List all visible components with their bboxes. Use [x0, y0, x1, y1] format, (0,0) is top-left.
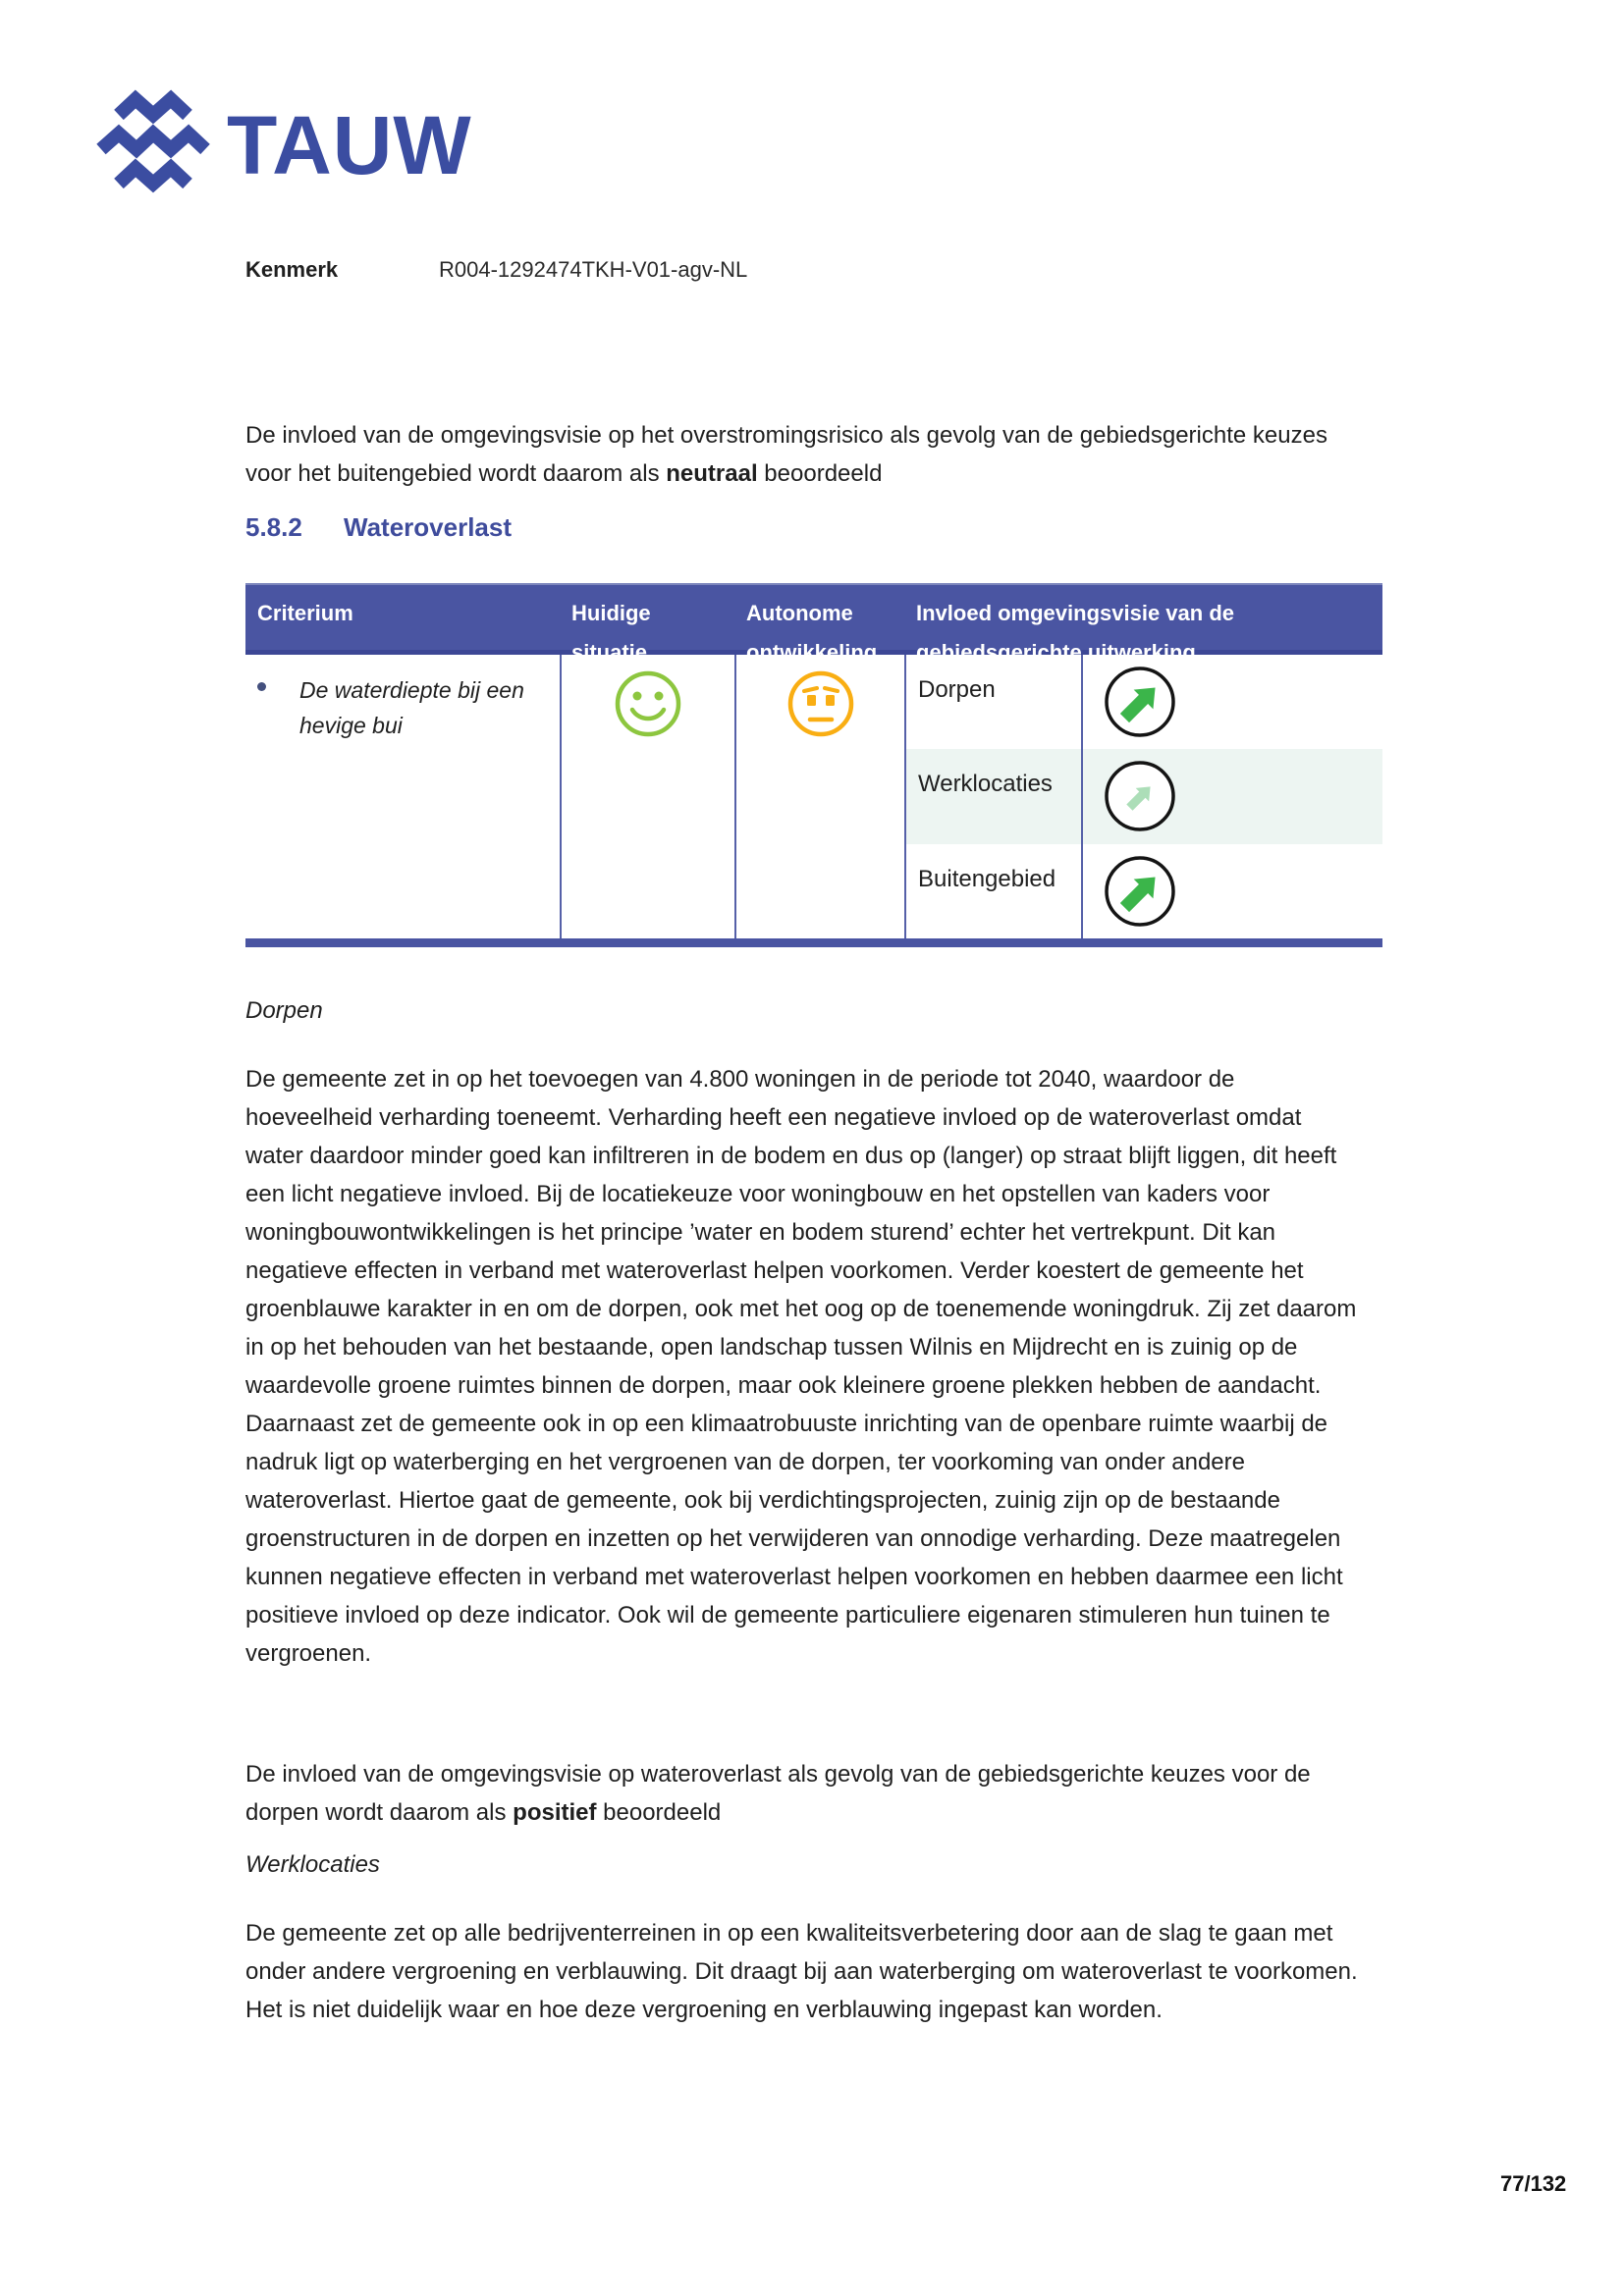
conclusion-text-post: beoordeeld: [596, 1799, 722, 1826]
table-bottom-border: [245, 938, 1382, 947]
kenmerk-label: Kenmerk: [245, 257, 339, 282]
brand-wordmark: TAUW: [227, 99, 472, 191]
intro-text-post: beoordeeld: [757, 460, 883, 487]
section-title: Wateroverlast: [344, 512, 512, 542]
header-invloed-omgevingsvisie: Invloed omgevingsvisie van de gebiedsgerichte uitwerking: [916, 601, 1234, 665]
kenmerk-value: R004-1292474TKH-V01-agv-NL: [439, 257, 748, 282]
werklocaties-heading: Werklocaties: [245, 1851, 380, 1878]
dorpen-heading: Dorpen: [245, 997, 323, 1024]
neutral-smiley-icon: [785, 668, 856, 938]
intro-text-pre: De invloed van de omgevingsvisie op het overstromingsrisico als gevolg van de gebiedsgerichte keuzes voor het buitengebied wordt daarom als: [245, 422, 1327, 487]
intro-paragraph: [245, 416, 1360, 493]
intro-text-bold: neutraal: [666, 460, 758, 487]
criterium-cell: [245, 655, 560, 938]
table-row-werklocaties: [906, 749, 1382, 843]
table-row-dorpen: [906, 655, 1382, 749]
header-criterium: Criterium: [257, 601, 353, 625]
section-number: 5.8.2: [245, 512, 302, 542]
tauw-logo: [93, 86, 472, 201]
trend-up-arrow-icon: [1081, 655, 1382, 749]
area-label: Dorpen: [918, 676, 996, 703]
area-label: Buitengebied: [918, 865, 1056, 892]
tauw-wave-icon: [93, 86, 213, 201]
header-autonome-ontwikkeling: Autonome ontwikkeling: [746, 601, 878, 665]
kenmerk-row: [245, 257, 747, 283]
table-row-buitengebied: [906, 844, 1382, 938]
table-header-row: [245, 583, 1382, 665]
evaluation-table: [245, 583, 1382, 947]
happy-smiley-icon: [613, 668, 683, 938]
table-body: [245, 655, 1382, 938]
invloed-cell: [904, 655, 1382, 938]
autonome-ontwikkeling-cell: [734, 655, 904, 938]
conclusion-text-bold: positief: [513, 1799, 597, 1826]
bullet-icon: [257, 682, 266, 691]
area-label: Werklocaties: [918, 771, 1053, 798]
dorpen-paragraph: De gemeente zet in op het toevoegen van 4.800 woningen in de periode tot 2040, waardoor de hoeveelheid verharding toeneemt. Verharding heeft een negatieve invloed op de wateroverlast omdat water daardoor minder goed kan infiltreren in de bodem en dus op (langer) op straat blijft liggen, dit heeft een licht negatieve invloed. Bij de locatiekeuze voor woningbouw en het opstellen van kaders voor woningbouwontwikkelingen is het principe ’water en bodem sturend’ echter het vertrekpunt. Dit kan negatieve effecten in verband met wateroverlast helpen voorkomen. Verder koestert de gemeente het groenblauwe karakter in en om de dorpen, ook met het oog op de toenemende woningdruk. Zij zet daarom in op het behouden van het bestaande, open landschap tussen Wilnis en Mijdrecht en is zuinig op de waardevolle groene ruimtes binnen de dorpen, maar ook kleinere groene plekken hebben de aandacht. Daarnaast zet de gemeente ook in op een klimaatrobuuste inrichting van de openbare ruimte waarbij de nadruk ligt op waterberging en het vergroenen van de dorpen, ter voorkoming van onder andere wateroverlast. Hiertoe gaat de gemeente, ook bij verdichtingsprojecten, zuinig zijn op de bestaande groenstructuren in de dorpen en inzetten op het verwijderen van onnodige verharding. Deze maatregelen kunnen negatieve effecten in verband met wateroverlast helpen voorkomen en hebben daarmee een licht positieve invloed op deze indicator. Ook wil de gemeente particuliere eigenaren stimuleren hun tuinen te vergroenen.: [245, 1066, 1357, 1667]
page-number: 77/132: [1500, 2171, 1567, 2196]
header-huidige-situatie: Huidige situatie: [571, 601, 651, 665]
trend-up-arrow-pale-icon: [1081, 749, 1382, 843]
trend-up-arrow-icon: [1081, 844, 1382, 938]
conclusion-text-pre: De invloed van de omgevingsvisie op wateroverlast als gevolg van de gebiedsgerichte keuzes voor de dorpen wordt daarom als: [245, 1761, 1311, 1826]
section-heading: [245, 512, 512, 543]
huidige-situatie-cell: [560, 655, 734, 938]
werklocaties-paragraph: De gemeente zet op alle bedrijventerreinen in op een kwaliteitsverbetering door aan de slag te gaan met onder andere vergroening en verblauwing. Dit draagt bij aan waterberging om wateroverlast te voorkomen. Het is niet duidelijk waar en hoe deze vergroening en verblauwing ingepast kan worden.: [245, 1920, 1358, 2023]
dorpen-conclusion: [245, 1755, 1360, 1832]
criterium-text: De waterdiepte bij een hevige bui: [299, 677, 524, 738]
